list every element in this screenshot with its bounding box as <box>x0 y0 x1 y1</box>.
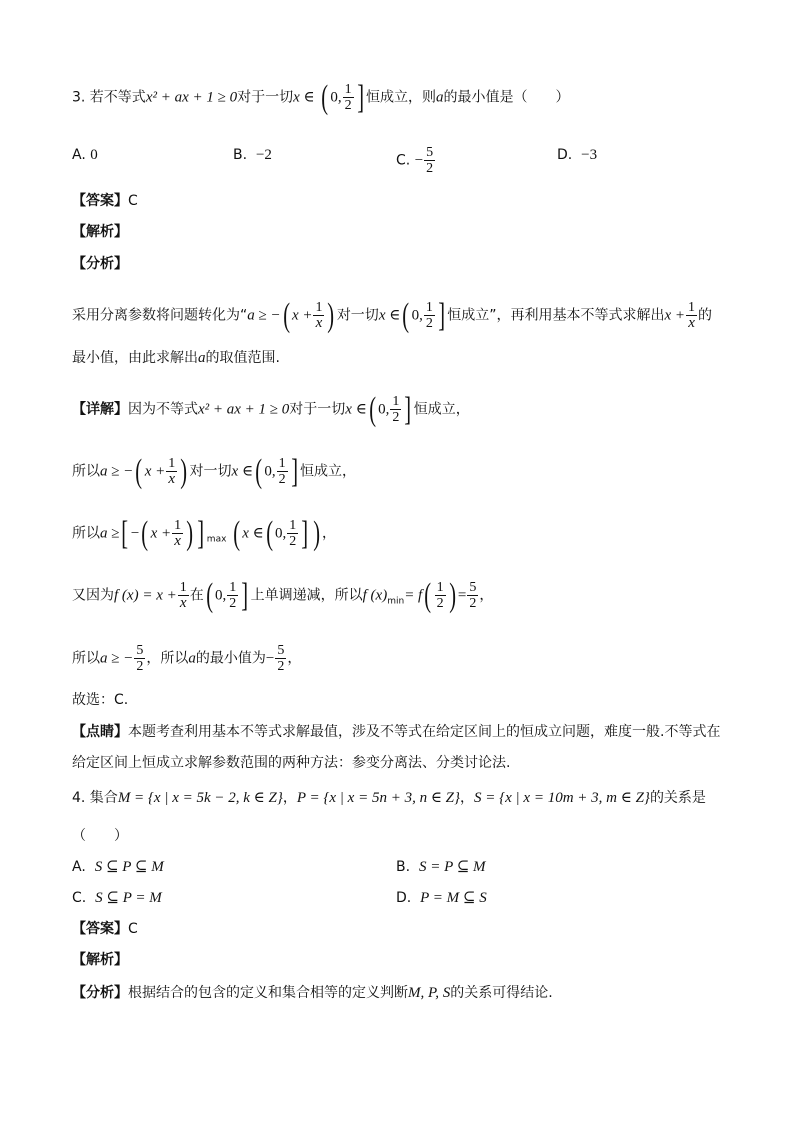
q3-answer: 【答案】C <box>72 193 138 209</box>
q4-paren: （ ） <box>72 828 128 844</box>
q3-dianjing-line2: 给定区间上恒成立求解参数范围的两种方法：参变分离法、分类讨论法. <box>72 755 511 771</box>
q3-option-c: C. − $\frac{5}{2}$ <box>396 145 434 176</box>
q3-stem: 3. 若不等式x² + ax + 1 ≥ 0对于一切x ∈ ( 0, $\frac{1}{2}$ ] 恒成立，则a的最小值是（ ） <box>72 78 570 116</box>
q4-option-b: B. S = P ⊆ M <box>396 859 486 875</box>
q4-option-c: C. S ⊆ P = M <box>72 890 162 906</box>
q3-detail-line3: 所以a ≥[ −( x + $\frac{1}{x}$ ) ] $_{max}$ ( x ∈( 0, $\frac{1}{2}$ ] ) ， <box>72 514 336 552</box>
q4-fenxi: 【分析】根据结合的包含的定义和集合相等的定义判断M, P, S的关系可得结论. <box>72 985 553 1001</box>
q3-analysis-tag: 【解析】 <box>72 224 128 240</box>
q3-detail-line2: 所以a ≥ −( x + $\frac{1}{x}$ ) 对一切x ∈( 0, $\frac{1}{2}$ ] 恒成立， <box>72 452 356 490</box>
q3-option-d: D. −3 <box>557 147 598 163</box>
q4-option-a: A. S ⊆ P ⊆ M <box>72 859 164 875</box>
q4-stem: 4. 集合M = {x | x = 5k − 2, k ∈ Z}，P = {x | x = 5n + 3, n ∈ Z}，S = {x | x = 10m + 3, m ∈ Z}的关系是 <box>72 790 706 806</box>
q3-fenxi-tag: 【分析】 <box>72 256 128 272</box>
q3-detail-line5: 所以a ≥ − $\frac{5}{2}$ ，所以a的最小值为− $\frac{5}{2}$ ， <box>72 643 302 674</box>
q4-option-d: D. P = M ⊆ S <box>396 890 487 906</box>
q3-option-b: B. −2 <box>233 147 272 163</box>
q4-analysis-tag: 【解析】 <box>72 952 128 968</box>
q4-answer: 【答案】C <box>72 921 138 937</box>
q3-detail-line1: 【详解】因为不等式x² + ax + 1 ≥ 0对于一切x ∈( 0, $\frac{1}{2}$ ] 恒成立， <box>72 390 470 428</box>
q3-dianjing-line1: 【点睛】本题考查利用基本不等式求解最值，涉及不等式在给定区间上的恒成立问题，难度一般.不等式在 <box>72 724 721 740</box>
q3-fenxi-line1: 采用分离参数将问题转化为“a ≥ −( x + $\frac{1}{x}$ ) 对一切x ∈( 0, $\frac{1}{2}$ ] 恒成立”，再利用基本不等式求解出x + $\frac{1}{x}$ 的 <box>72 296 713 334</box>
q3-choose: 故选：C. <box>72 692 129 708</box>
q3-fenxi-line2: 最小值，由此求解出a的取值范围. <box>72 350 280 366</box>
q3-option-a: A. 0 <box>72 147 98 163</box>
q3-detail-line4: 又因为f (x) = x + $\frac{1}{x}$ 在( 0, $\frac{1}{2}$ ] 上单调递减，所以f $(x)_{min}= f$( $\frac{1}{2}$ ) = $\frac{5}{2}$ ， <box>72 576 494 614</box>
